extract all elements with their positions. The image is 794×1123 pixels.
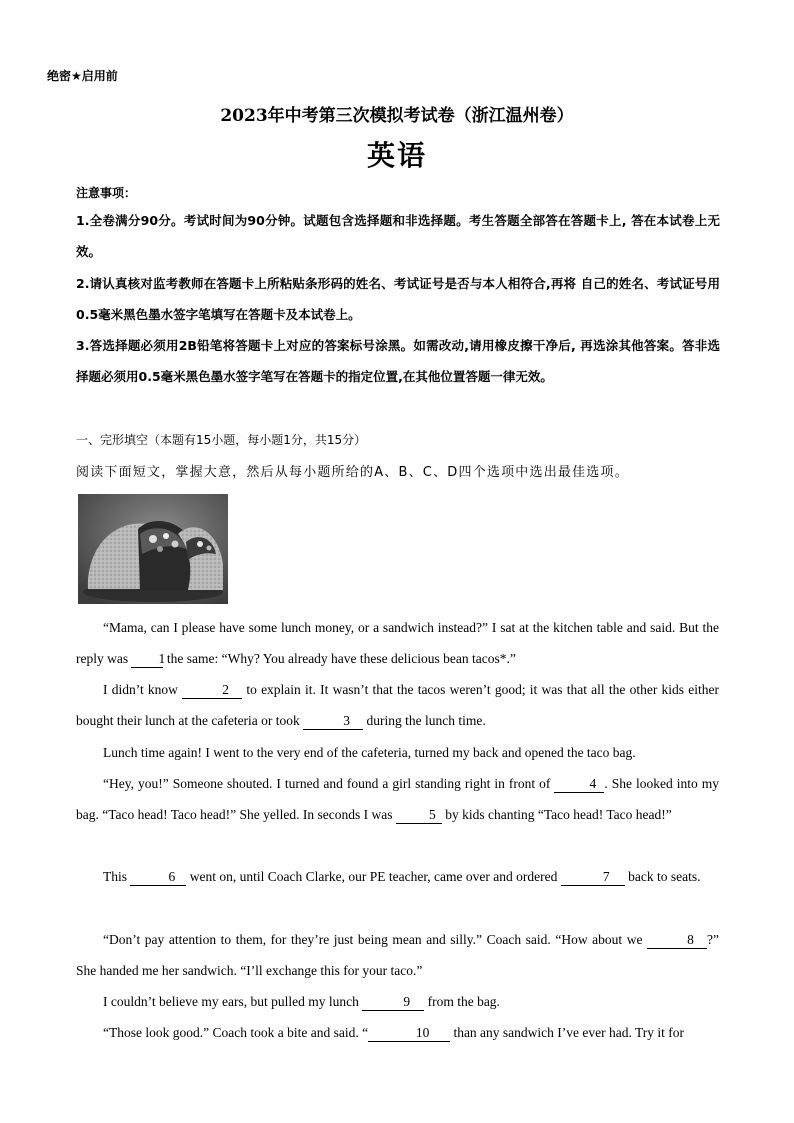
paragraph-5-text-b: went on, until Coach Clarke, our PE teacher, came over and ordered [186,869,561,884]
paragraph-5-text-a: This [103,869,131,884]
paragraph-6-text-a: “Don’t pay attention to them, for they’re just being mean and silly.” Coach said. “How about we [103,932,648,947]
paragraph-4-text-c: by kids chanting “Taco head! Taco head!” [441,807,672,822]
paragraph-2-text-c: during the lunch time. [363,713,486,728]
blank-8: 8 [647,932,707,949]
notes-heading: 注意事项： [76,186,137,200]
blank-2: 2 [182,682,242,699]
paragraph-7-text-b: from the bag. [424,994,500,1009]
paragraph-8-text-b: than any sandwich I’ve ever had. Try it for [450,1025,685,1040]
paragraph-2-text-a: I didn’t know [103,682,183,697]
paragraph-4-text-a: “Hey, you!” Someone shouted. I turned and found a girl standing right in front of [103,776,555,791]
note-item-1: 1.全卷满分90分。考试时间为90分钟。试题包含选择题和非选择题。考生答题全部答在答题卡上, 答在本试卷上无效。 [76,213,720,259]
paragraph-4-text-b: . She looked into my bag. “Taco head! Taco head!” She yelled. In seconds I was [76,776,719,822]
blank-5: 5 [396,807,442,824]
paragraph-1 [76,612,719,674]
paragraph-5 [76,861,719,892]
subject-title: 英语 [366,139,427,172]
taco-photo [78,494,228,604]
blank-3: 3 [303,713,363,730]
paragraph-2-text-b: to explain it. It wasn’t that the tacos weren’t good; it was that all the other kids either bought their lunch at the cafeteria or took [76,682,719,728]
paragraph-1-text-a: “Mama, can I please have some lunch money, or a sandwich instead?” I sat at the kitchen table and said. But the reply was [76,620,719,666]
confidential-mark: 绝密★启用前 [47,69,118,83]
paragraph-1-text-b: the same: “Why? You already have these delicious bean tacos*.” [163,651,516,666]
paragraph-6 [76,924,719,986]
note-item-2: 2.请认真核对监考教师在答题卡上所粘贴条形码的姓名、考试证号是否与本人相符合,再将 自己的姓名、考试证号用0.5毫米黑色墨水签字笔填写在答题卡及本试卷上。 [76,276,720,322]
blank-1: 1 [131,651,163,668]
paragraph-8-text-a: “Those look good.” Coach took a bite and said. “ [103,1025,369,1040]
paragraph-6-text-b: ?” She handed me her sandwich. “I’ll exchange this for your taco.” [76,932,719,978]
paragraph-4 [76,768,719,830]
paragraph-2 [76,674,719,736]
taco-image [78,494,228,604]
blank-7: 7 [561,869,625,886]
blank-10: 10 [368,1025,450,1042]
section-heading: 一、完形填空（本题有15小题，每小题1分，共15分） [76,433,367,447]
exam-title: 2023年中考第三次模拟考试卷（浙江温州卷） [220,106,574,126]
blank-4: 4 [554,776,604,793]
note-item-3: 3.答选择题必须用2B铅笔将答题卡上对应的答案标号涂黑。如需改动,请用橡皮擦干净后, 再选涂其他答案。答非选择题必须用0.5毫米黑色墨水签字笔写在答题卡的指定位置,在其他位置答题一律无效。 [76,338,720,384]
blank-6: 6 [130,869,186,886]
paragraph-7 [76,986,719,1017]
paragraph-5-text-c: back to seats. [624,869,701,884]
paragraph-3-text: Lunch time again! I went to the very end of the cafeteria, turned my back and opened the taco bag. [103,745,636,760]
paragraph-8 [76,1017,719,1048]
paragraph-3 [76,737,719,768]
section-instruction: 阅读下面短文，掌握大意，然后从每小题所给的A、B、C、D四个选项中选出最佳选项。 [76,465,629,480]
paragraph-7-text-a: I couldn’t believe my ears, but pulled my lunch [103,994,363,1009]
blank-9: 9 [362,994,424,1011]
